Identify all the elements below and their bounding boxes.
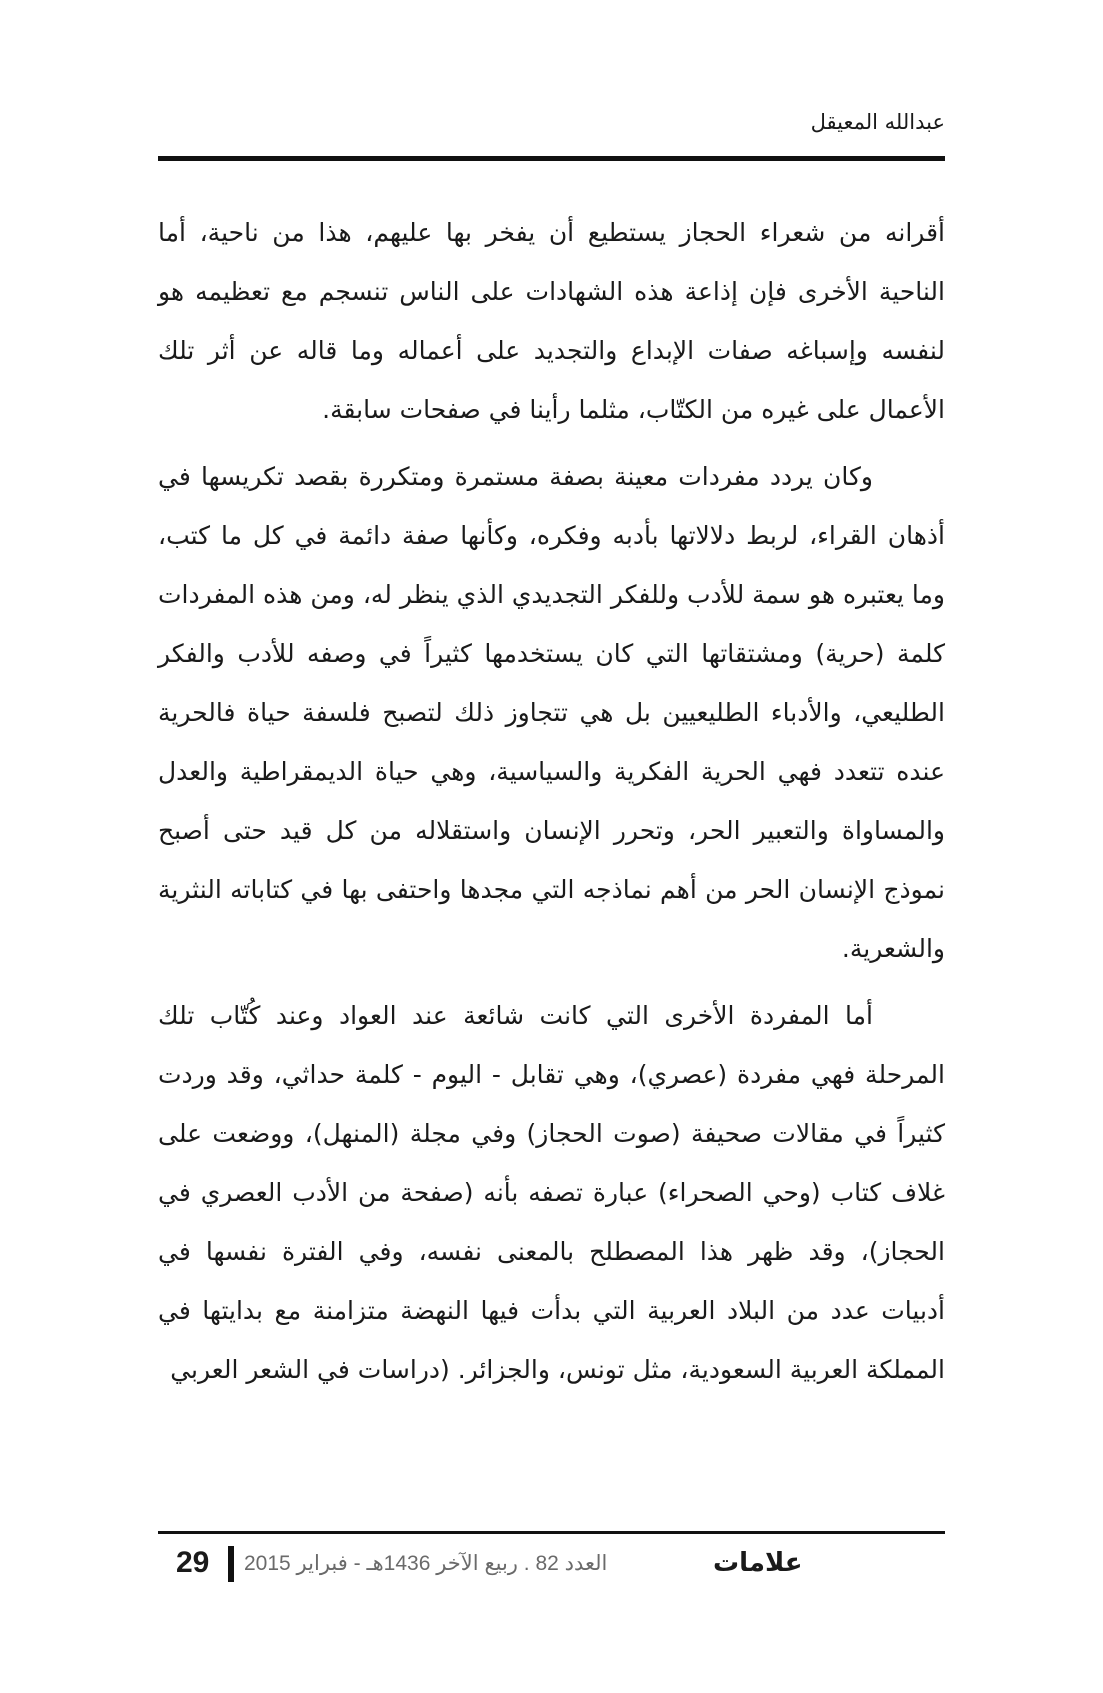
page-footer [158, 1546, 945, 1586]
running-head-author: عبدالله المعيقل [810, 110, 945, 134]
footer-rule [158, 1531, 945, 1534]
article-body [158, 203, 945, 1407]
journal-logo: علامات [713, 1548, 803, 1578]
paragraph-3: أما المفردة الأخرى التي كانت شائعة عند العواد وعند كُتّاب تلك المرحلة فهي مفردة (عصري)، وهي تقابل - اليوم - كلمة حداثي، وقد وردت كثيراً في مقالات صحيفة (صوت الحجاز) وفي مجلة (المنهل)، ووضعت على غلاف كتاب (وحي الصحراء) عبارة تصفه بأنه (صفحة من الأدب العصري في الحجاز)، وقد ظهر هذا المصطلح بالمعنى نفسه، وفي الفترة نفسها في أدبيات عدد من البلاد العربية التي بدأت فيها النهضة متزامنة مع بدايتها في المملكة العربية السعودية، مثل تونس، والجزائر. (دراسات في الشعر العربي [158, 1001, 945, 1384]
footer-separator-bar [228, 1546, 234, 1582]
paragraph-1: أقرانه من شعراء الحجاز يستطيع أن يفخر بها عليهم، هذا من ناحية، أما الناحية الأخرى فإن إذاعة هذه الشهادات على الناس تنسجم مع تعظيمه هو لنفسه وإسباغه صفات الإبداع والتجديد على أعماله وما قاله عن أثر تلك الأعمال على غيره من الكتّاب، مثلما رأينا في صفحات سابقة. [158, 218, 945, 424]
paragraph-2: وكان يردد مفردات معينة بصفة مستمرة ومتكررة بقصد تكريسها في أذهان القراء، لربط دلالاتها بأدبه وفكره، وكأنها صفة دائمة في كل ما كتب، وما يعتبره هو سمة للأدب وللفكر التجديدي الذي ينظر له، ومن هذه المفردات كلمة (حرية) ومشتقاتها التي كان يستخدمها كثيراً في وصفه للأدب والفكر الطليعي، والأدباء الطليعيين بل هي تتجاوز ذلك لتصبح فلسفة حياة فالحرية عنده تتعدد فهي الحرية الفكرية والسياسية، وهي حياة الديمقراطية والعدل والمساواة والتعبير الحر، وتحرر الإنسان واستقلاله من كل قيد حتى أصبح نموذج الإنسان الحر من أهم نماذجه التي مجدها واحتفى بها في كتاباته النثرية والشعرية. [158, 462, 945, 963]
page-number: 29 [176, 1546, 210, 1579]
issue-info: العدد 82 . ربيع الآخر 1436هـ - فبراير 2015 [244, 1552, 608, 1575]
header-rule [158, 156, 945, 161]
